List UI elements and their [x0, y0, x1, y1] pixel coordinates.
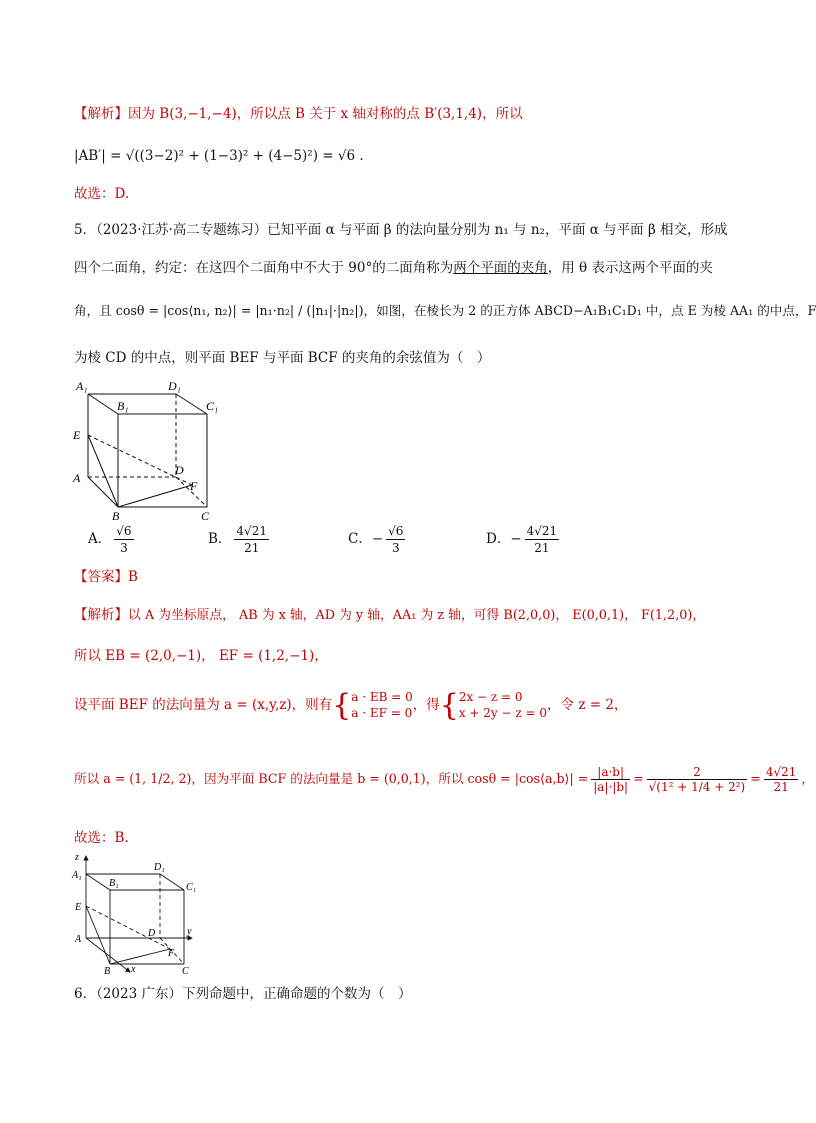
fig2-label-z: z	[75, 852, 79, 863]
fig1-label-E: E	[73, 428, 81, 442]
equals-1: =	[633, 770, 644, 786]
fig1-label-F: F	[190, 479, 198, 493]
fig2-label-B1: B₁	[109, 878, 119, 889]
system-1	[351, 690, 413, 721]
option-c-den: 3	[391, 541, 400, 555]
sol4-text: 因为 B(3,−1,−4)，所以点 B 关于 x 轴对称的点 B′(3,1,4)，所以	[128, 106, 523, 122]
sol5-line3-a: 设平面 BEF 的法向量为 a = (x,y,z)，则有	[74, 697, 333, 714]
frac2-den: √(1² + 1/4 + 2²)	[648, 779, 746, 794]
analysis-tag: 【解析】	[74, 106, 128, 122]
sol5-line1	[74, 609, 705, 623]
cos-fraction-1	[591, 766, 630, 793]
system-2-eq1: 2x − z = 0	[458, 690, 523, 705]
option-d-sign: −	[510, 531, 522, 547]
q5-line4: 为棱 CD 的中点，则平面 BEF 与平面 BCF 的夹角的余弦值为（ ）	[74, 350, 491, 366]
fig1-label-B1: B₁	[117, 399, 129, 413]
option-b-value	[234, 524, 269, 555]
q5-line2	[74, 262, 713, 276]
fig1-label-A1: A₁	[76, 379, 88, 393]
option-b-label: B．	[208, 531, 232, 547]
trailing-comma: ，	[801, 770, 814, 786]
sol5-line4	[74, 754, 814, 804]
fig1-label-B: B	[112, 509, 120, 523]
answer-value: B	[128, 569, 138, 585]
frac3-num: 4√21	[765, 764, 797, 779]
cos-fraction-3	[764, 766, 799, 793]
sol5-answer: 故选：B.	[74, 830, 129, 846]
q5-line1: 5．（2023·江苏·高二专题练习）已知平面 α 与平面 β 的法向量分别为 n₁ 与 n₂，平面 α 与平面 β 相交，形成	[74, 222, 728, 238]
option-d[interactable]	[486, 524, 562, 564]
analysis-tag-2: 【解析】	[74, 607, 128, 623]
option-b-den: 21	[244, 541, 260, 555]
option-c-sign: −	[371, 531, 384, 547]
sol5-line4-a: 所以 a = (1, 1/2, 2)，因为平面 BCF 的法向量是 b = (0,0,1)，所以 cosθ = |cos⟨a,b⟩| =	[74, 770, 589, 786]
sol5-line3-b: ，得	[412, 697, 440, 714]
answer-tag: 【答案】	[74, 569, 128, 585]
fig2-label-D1: D₁	[154, 862, 165, 873]
sol4-line	[74, 108, 523, 122]
system-2-eq2: x + 2y − z = 0	[458, 706, 548, 720]
fig2-label-A: A	[75, 934, 82, 945]
equals-2: =	[750, 770, 761, 786]
option-a-num: √6	[116, 524, 132, 538]
sol5-line3-c: ，令 z = 2，	[547, 697, 628, 714]
option-b-num: 4√21	[236, 524, 267, 538]
option-d-den: 21	[534, 541, 550, 555]
frac1-num: |a·b|	[591, 766, 630, 780]
sol5-line1-text: 以 A 为坐标原点， AB 为 x 轴，AD 为 y 轴，AA₁ 为 z 轴，可得 B(2,0,0)， E(0,0,1)， F(1,2,0)，	[128, 608, 706, 623]
system-1-eq2: a · EF = 0	[351, 706, 413, 720]
option-a-value	[114, 524, 133, 555]
option-d-value	[525, 524, 560, 555]
option-a-label: A．	[88, 531, 112, 547]
sol5-line3	[74, 686, 627, 726]
option-d-label: D．	[486, 531, 511, 547]
fig2-label-C1: C₁	[186, 882, 197, 893]
fig1-label-C: C	[201, 509, 210, 523]
fig1-label-D1: D₁	[168, 379, 181, 393]
q5-answer	[74, 571, 138, 585]
q5-line2-b: ，用 θ 表示这两个平面的夹	[547, 260, 713, 276]
fig1-label-D: D	[175, 463, 184, 477]
option-c-label: C．	[348, 531, 372, 547]
frac2-num: 2	[647, 766, 748, 780]
fig2-label-B: B	[104, 966, 111, 977]
q5-line2-a: 四个二面角，约定：在这四个二面角中不大于 90°的二面角称为	[74, 260, 454, 276]
q5-line2-underlined: 两个平面的夹角	[453, 260, 548, 276]
fig2-label-E: E	[75, 902, 82, 913]
sol5-line2: 所以 EB = (2,0,−1)， EF = (1,2,−1)，	[74, 648, 328, 664]
fig1-label-A: A	[73, 471, 81, 485]
q5-line3: 角，且 cosθ = |cos⟨n₁, n₂⟩| = |n₁·n₂| / (|n₁|·|n₂|)，如图，在棱长为 2 的正方体 ABCD−A₁B₁C₁D₁ 中，点 E 为棱 AA₁ 的中点，F	[74, 303, 816, 318]
option-c-num: √6	[388, 524, 404, 538]
fig2-label-C: C	[182, 966, 189, 977]
fig1-label-C1: C₁	[206, 399, 219, 413]
q6-text: 6．（2023 广东）下列命题中，正确命题的个数为（ ）	[74, 986, 412, 1002]
system-1-eq1: a · EB = 0	[351, 690, 413, 705]
cube-figure-1	[70, 372, 230, 522]
fig2-label-x: x	[131, 964, 136, 975]
cos-fraction-2	[647, 766, 748, 793]
option-b[interactable]	[208, 524, 272, 564]
option-a-den: 3	[120, 541, 128, 555]
fig2-label-y: y	[187, 926, 192, 937]
brace-2: {	[439, 688, 459, 723]
sol4-formula: |AB′| = √((3−2)² + (1−3)² + (4−5)²) = √6 .	[74, 148, 364, 164]
fig2-label-D: D	[148, 928, 156, 939]
system-2	[459, 690, 547, 721]
option-c-value	[386, 524, 405, 555]
brace-1: {	[332, 688, 352, 723]
option-a[interactable]	[88, 524, 137, 564]
sol4-answer: 故选：D.	[74, 186, 130, 202]
frac1-den: |a|·|b|	[593, 779, 629, 794]
fig2-label-F: F	[168, 948, 175, 959]
frac3-den: 21	[773, 779, 789, 794]
option-c[interactable]	[348, 524, 408, 564]
option-d-num: 4√21	[526, 524, 558, 538]
fig2-label-A1: A₁	[72, 870, 82, 881]
cube-figure-2	[70, 852, 210, 977]
